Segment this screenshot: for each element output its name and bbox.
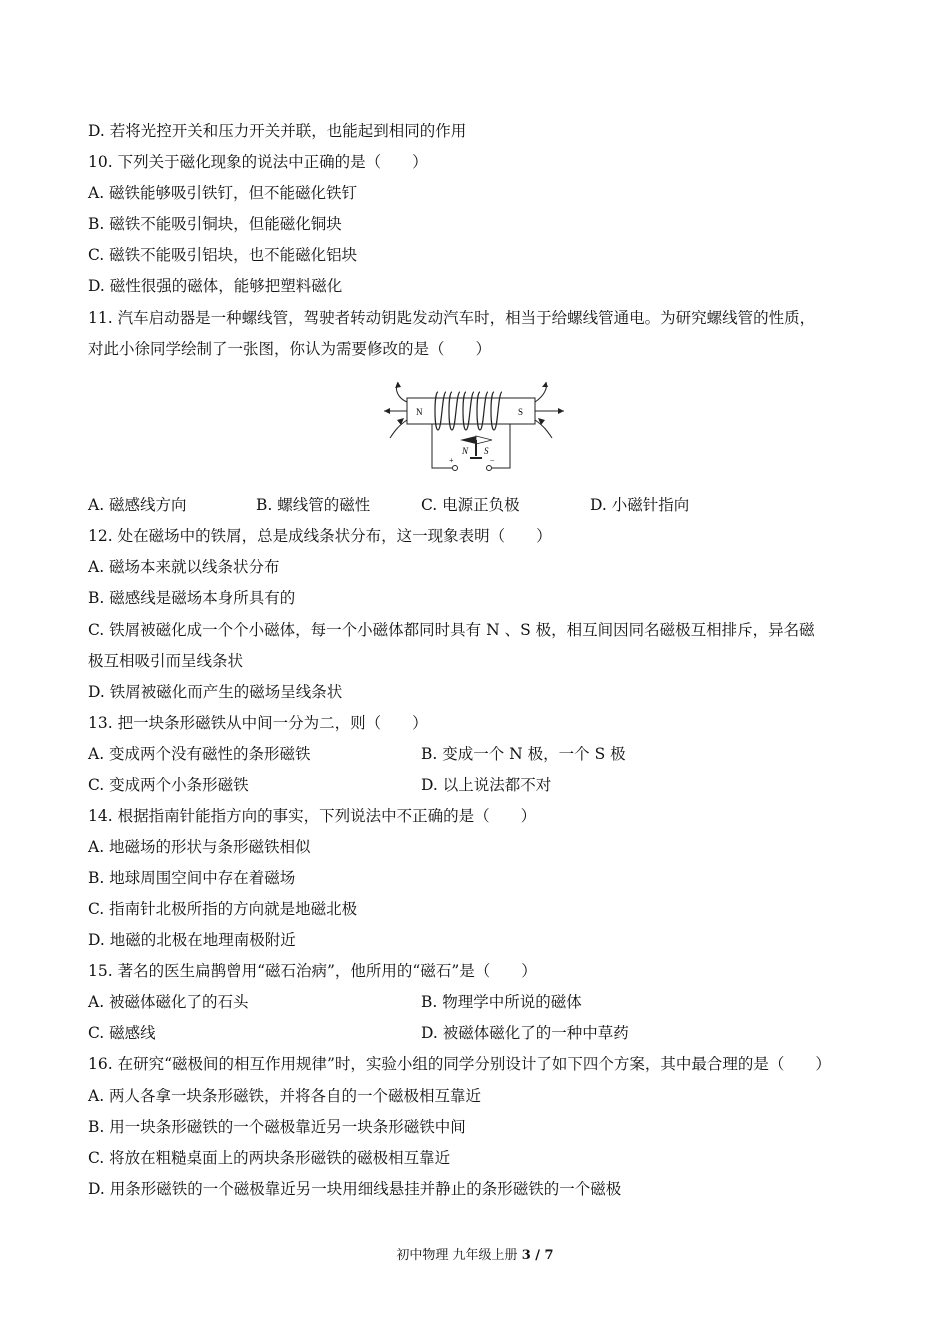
solenoid-figure (380, 378, 568, 474)
q14-option-d: D. 地磁的北极在地理南极附近 (88, 931, 296, 949)
q16-option-a: A. 两人各拿一块条形磁铁，并将各自的一个磁极相互靠近 (88, 1087, 482, 1105)
field-lines (384, 382, 564, 438)
q15-stem: 15. 著名的医生扁鹊曾用“磁石治病”，他所用的“磁石”是（ ） (88, 962, 537, 980)
q12-option-b: B. 磁感线是磁场本身所具有的 (88, 589, 296, 607)
q14-stem: 14. 根据指南针能指方向的事实，下列说法中不正确的是（ ） (88, 807, 537, 825)
minus-sign: − (490, 456, 495, 465)
q11-stem-line2: 对此小徐同学绘制了一张图，你认为需要修改的是（ ） (88, 340, 492, 358)
q11-option-b: B. 螺线管的磁性 (256, 496, 371, 514)
q13-option-a: A. 变成两个没有磁性的条形磁铁 (88, 745, 311, 763)
q11-stem-line1: 11. 汽车启动器是一种螺线管，驾驶者转动钥匙发动汽车时，相当于给螺线管通电。为研究螺线管的性质， (88, 309, 816, 327)
q14-option-c: C. 指南针北极所指的方向就是地磁北极 (88, 900, 358, 918)
q13-stem: 13. 把一块条形磁铁从中间一分为二，则（ ） (88, 714, 428, 732)
q11-option-c: C. 电源正负极 (421, 496, 520, 514)
q14-option-a: A. 地磁场的形状与条形磁铁相似 (88, 838, 311, 856)
q15-option-d: D. 被磁体磁化了的一种中草药 (421, 1024, 629, 1042)
battery-negative-terminal (487, 466, 492, 471)
needle-n-label: N (462, 446, 469, 456)
q15-option-c: C. 磁感线 (88, 1024, 156, 1042)
q11-option-d: D. 小磁针指向 (590, 496, 690, 514)
q12-option-c-line2: 极互相吸引而呈线条状 (88, 652, 244, 670)
footer-subject: 初中物理 九年级上册 (396, 1248, 518, 1263)
q10-option-c: C. 磁铁不能吸引铝块，也不能磁化铝块 (88, 246, 358, 264)
q14-option-b: B. 地球周围空间中存在着磁场 (88, 869, 296, 887)
q10-stem: 10. 下列关于磁化现象的说法中正确的是（ ） (88, 153, 428, 171)
q12-option-a: A. 磁场本来就以线条状分布 (88, 558, 280, 576)
needle-s-label: S (484, 446, 489, 456)
q15-option-b: B. 物理学中所说的磁体 (421, 993, 582, 1011)
page-footer (0, 1247, 950, 1265)
q13-option-d: D. 以上说法都不对 (421, 776, 552, 794)
circuit-wires (432, 424, 510, 468)
plus-sign: + (449, 456, 454, 465)
q16-option-b: B. 用一块条形磁铁的一个磁极靠近另一块条形磁铁中间 (88, 1118, 466, 1136)
q13-option-b: B. 变成一个 N 极，一个 S 极 (421, 745, 626, 763)
q15-option-a: A. 被磁体磁化了的石头 (88, 993, 249, 1011)
q11-option-a: A. 磁感线方向 (88, 496, 187, 514)
q10-option-d: D. 磁性很强的磁体，能够把塑料磁化 (88, 277, 343, 295)
q16-stem: 16. 在研究“磁极间的相互作用规律”时，实验小组的同学分别设计了如下四个方案，其中最合理的是（ ） (88, 1055, 831, 1073)
q13-option-c: C. 变成两个小条形磁铁 (88, 776, 249, 794)
q12-stem: 12. 处在磁场中的铁屑，总是成线条状分布，这一现象表明（ ） (88, 527, 552, 545)
footer-page-number: 3 / 7 (521, 1248, 554, 1263)
q16-option-d: D. 用条形磁铁的一个磁极靠近另一块用细线悬挂并静止的条形磁铁的一个磁极 (88, 1180, 622, 1198)
battery-positive-terminal (453, 466, 458, 471)
q12-option-d: D. 铁屑被磁化而产生的磁场呈线条状 (88, 683, 343, 701)
field-line-arrows (384, 382, 564, 425)
q10-option-b: B. 磁铁不能吸引铜块，但能磁化铜块 (88, 215, 342, 233)
q12-option-c-line1: C. 铁屑被磁化成一个个小磁体，每一个小磁体都同时具有 N 、S 极，相互间因同名磁极互相排斥，异名磁 (88, 621, 815, 639)
q10-option-a: A. 磁铁能够吸引铁钉，但不能磁化铁钉 (88, 184, 358, 202)
q16-option-c: C. 将放在粗糙桌面上的两块条形磁铁的磁极相互靠近 (88, 1149, 451, 1167)
q9-option-d: D. 若将光控开关和压力开关并联，也能起到相同的作用 (88, 122, 467, 140)
coil-left-pole-label: N (416, 407, 423, 417)
coil-right-pole-label: S (518, 407, 524, 417)
